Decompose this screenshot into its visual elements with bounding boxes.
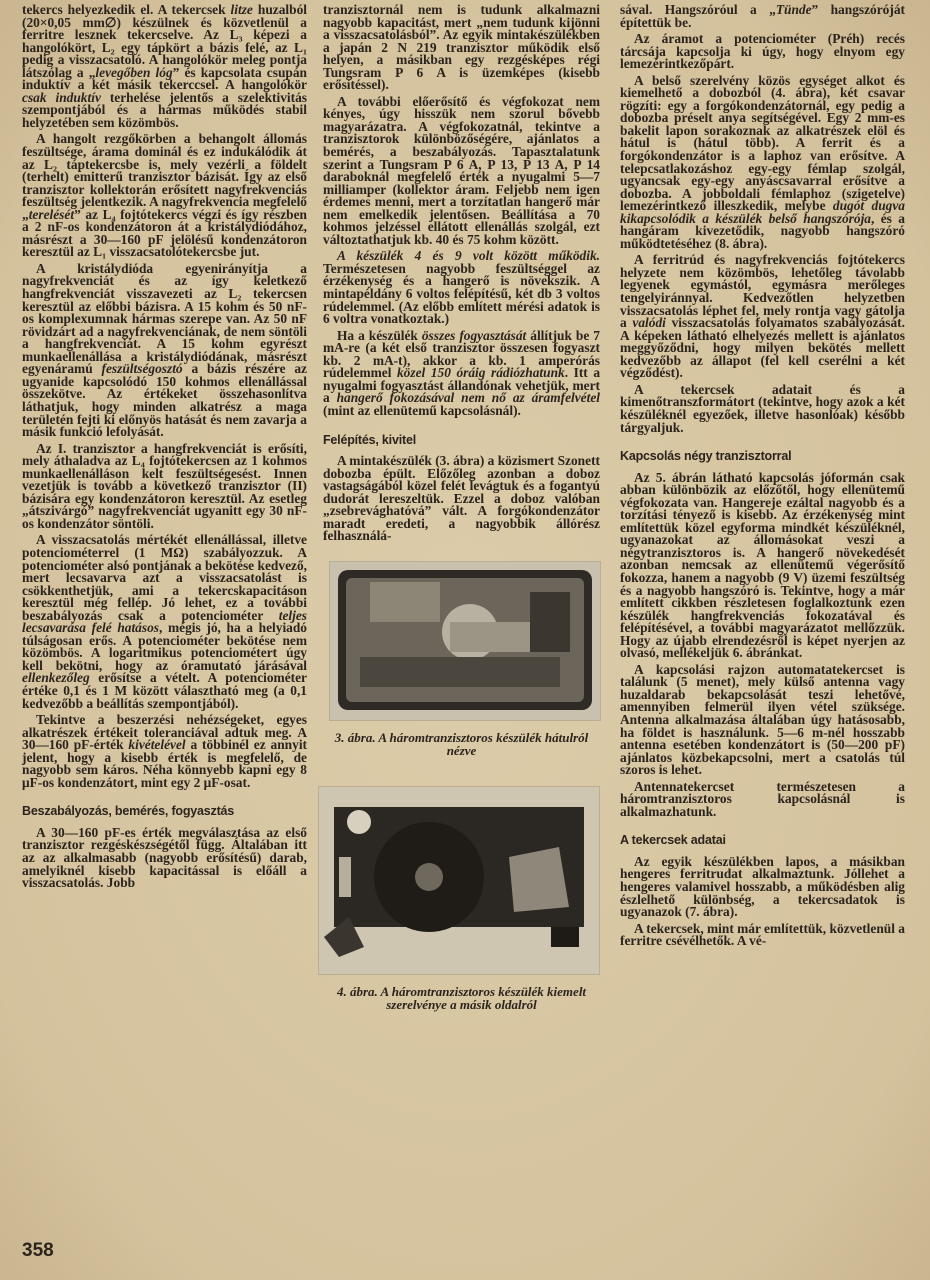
paragraph xyxy=(620,72,905,251)
text-run: , mégis jó, ha a helyiadó túlságosan erős. A potenciométer bekötése nem közömbös. A logaritmikus potenciométert úgy kell bekötni, hogy az óramutató járásával xyxy=(22,620,307,673)
text-run: A visszacsatolás mértékét ellenállással, illetve potenciométerrel (1 MΩ) szabályozzuk. A potenciométer alsó pontjának a bekötése kedvező, mert lecsavarva azt a visszacsatolást is csökkenthetjük, ami a tekercskapacitáson keresztül még fellép. Jó lehet, ez a további beszabályozás csak a potenciométer xyxy=(22,532,307,623)
section-heading: Beszabályozás, bemérés, fogyasztás xyxy=(22,804,235,819)
text-run: ” és kapcsolata csupán induktív a két másik tekerccsel. A hangolókör xyxy=(22,64,307,93)
text-run: erősítse a vételt. A potenciométer értéke 0,1 és 1 M között választható meg (a 0,1 kedvezőbb a beállítás szempontjából). xyxy=(22,670,307,711)
column-3 xyxy=(620,4,905,952)
figure-caption: 3. ábra. A háromtranzisztoros készülék hátulról nézve xyxy=(334,729,589,759)
paragraph xyxy=(323,4,600,92)
emphasis-text: kivételével xyxy=(128,737,186,753)
figure xyxy=(323,786,600,1012)
paragraph xyxy=(22,714,307,789)
text-run: Ha a készülék xyxy=(337,327,422,343)
figure-caption: 4. ábra. A háromtranzisztoros készülék kiemelt szerelvénye a másik oldalról xyxy=(336,983,587,1013)
text-run: tekercs helyezkedik el. A tekercsek xyxy=(22,2,231,17)
column-2 xyxy=(323,4,600,1012)
text-run: A ferritrúd és nagyfrekvenciás fojtótekercs helyzete nem közömbös, lehetőleg távolabb legyenek egymástól, egymásra merőleges tengelyiránnyal. Kedvezőtlen helyzetben visszacsatolás léphet fel, mely rontja vagy gátolja a xyxy=(620,252,905,331)
emphasis-text: valódi xyxy=(632,315,666,331)
text-run: A mintakészülék (3. ábra) a közismert Szonett dobozba épült. Előzőleg azonban a doboz vastagságából közel felét levágtuk és a fogantyú dudorát lereszeltük. Ezzel a doboz valóban „zsebrevághatóvá” vált. A forgókondenzátor maradt eredeti, a nagyobbik állórész felhasználá- xyxy=(323,453,600,544)
emphasis-text: terelését xyxy=(28,206,75,222)
paragraph xyxy=(22,4,307,129)
text-run: A 30—160 pF-es érték megválasztása az első tranzisztor rezgéskészségétől függ. Általában itt az az alkalmasabb (nagyobb erősítésű) darab, amelyiknél kisebb kapacitással is előáll a visszacsatolás. Jobb xyxy=(22,824,307,891)
paragraph xyxy=(22,440,307,531)
text-run: Az I. tranzisztor a hangfrekvenciát is erősíti, mely áthaladva az L₄ fojtótekercsen az 1 kohmos munkaellenálláson kelt feszültségesést. Innen vezetjük is tovább a következő tranzisztor (II) bázisára egy kondenzátoron keresztül. Az esetleg „átszivárgó” nagyfrekvenciát ugyanitt egy 30 nF-os kondenzátor söntöli. xyxy=(22,440,307,531)
paragraph xyxy=(323,327,601,418)
text-run: visszacsatolás folyamatos szabályozását. A képeken látható elhelyezés mellett is ajánlatos meggyőződni, hogy milyen bekötés mellett kedvezőbb az állapot (fel kell cserélni a két végződést). xyxy=(620,315,905,381)
text-run: Tekintve a beszerzési nehézségeket, egyes alkatrészek értékeit toleranciával adtuk meg. A 30—160 pF-érték xyxy=(22,712,307,753)
emphasis-text: ellenkezőleg xyxy=(22,670,90,686)
emphasis-text: dugót dugva kikapcsolódik a készülék belső hangszórója xyxy=(620,198,905,226)
section-heading: Kapcsolás négy tranzisztorral xyxy=(620,449,792,464)
emphasis-text: hangerő fokozásával nem nő az áramfelvétel xyxy=(336,390,600,406)
column-1 xyxy=(22,4,307,894)
text-run: ” hangszóróját építettük be. xyxy=(620,2,905,30)
text-run: sával. Hangszóróul a „ xyxy=(620,2,776,17)
text-run: Az áramot a potenciométer (Préh) recés tárcsája kapcsolja ki úgy, hogy elnyom egy lemezérintkezőpárt. xyxy=(620,31,905,72)
emphasis-text: litze xyxy=(230,2,253,17)
text-run: a bázis részére az ugyanide kapcsolódó 150 kohmos ellenállással összekötve. Az értékeket összehasonlítva láthatjuk, hogy minden alkatrész a maga területén fejti ki előnyös hatását és nem zavarja a másik funkció lefolyását. xyxy=(22,361,307,440)
emphasis-text: összes fogyasztását xyxy=(421,327,527,343)
paragraph xyxy=(620,4,905,29)
paragraph xyxy=(620,381,905,435)
paragraph xyxy=(323,93,600,247)
emphasis-text: csak induktív xyxy=(22,89,101,105)
emphasis-text: Tünde xyxy=(775,2,812,17)
text-run: A tekercsek, mint már említettük, közvetlenül a ferritre csévélhetők. A vé- xyxy=(620,920,905,949)
section-heading: Felépítés, kivitel xyxy=(323,432,416,447)
text-run: A hangolt rezgőkörben a behangolt állomás feszültsége, árama dominál és ez indukálódik át az L₂ táptekercsbe is, mely vezérli a földelt (terhelt) emitterű tranzisztor bázisát. Így az első tranzisztor kollektorán erősített nagyfrekvenciás feszültség jelentkezik. A nagyfrekvencia megfelelő „ xyxy=(22,131,307,222)
paragraph xyxy=(22,133,307,258)
section-heading: A tekercsek adatai xyxy=(620,833,726,848)
paragraph xyxy=(22,260,307,440)
text-run: Az egyik készülékben lapos, a másikban hengeres ferritrudat alkalmaztunk. Jóllehet a hengeres valamivel hosszabb, a működésben alig észlelhető különbség, a tekercsadatok is ugyanazok (7. ábra). xyxy=(620,853,905,920)
text-run: tranzisztornál nem is tudunk alkalmazni nagyobb kapacitást, mert „nem tudunk kijönni a visszacsatolásból”. Az egyik mintakészülékben a japán 2 N 219 tranzisztor működik első helyen, a másikban egy rezgésképes régi Tungsram P 6 A is üzemképes (kisebb erősítéssel). xyxy=(323,2,600,93)
text-run: A további előerősítő és végfokozat nem kényes, úgy hisszük nem szorul bővebb magyarázatra. A végfokozatnál, tekintve a tranzisztorok különbözőségére, ajánlatos a bemérés, a beszabályozás. Tapasztalatunk szerint a Tungsram P 6 A, P 13, P 13 A, P 14 daraboknál megfelelő érték a nyugalmi 5—7 milliamper (kollektor áram. Feljebb nem igen érdemes menni, mert a torzítatlan hangerő már nem emelkedik jelentősen. Beállítása a 70 kohmos jelzéssel ellátott ellenállás szolgál, ezt változtathatjuk kb. 40 és 75 kohm között. xyxy=(323,93,600,247)
figure xyxy=(323,561,600,758)
text-run: huzalból (20×0,05 mm∅) készülnek és közvetlenül a ferritre lesznek tekercselve. Az L₃ képezi a hangolókört, L₂ egy tápkört a bázis felé, az L₁ pedig a visszacsatoló. A hangolókör meleg pontja látszólag a „ xyxy=(22,2,307,80)
text-run: terhelése jelentős a szelektivitás szempontjából és a hármas működés stabil helyzetében sem közömbös. xyxy=(22,89,307,130)
emphasis-text: teljes lecsavarása felé hatásos xyxy=(22,607,307,636)
text-run: . Itt a nyugalmi fogyasztást állandónak vehetjük, mert a xyxy=(323,365,601,406)
text-run: a többinél ez annyit jelent, hogy a kisebb érték is megfelelő, de nagyobb sem káros. Néha könnyebb kapni egy 8 μF-os kondenzátort, mint egy 2 μF-osat. xyxy=(22,737,307,790)
text-run: A belső szerelvény közös egységet alkot és kiemelhető a dobozból (4. ábra), két csavar rögzíti: egy a forgókondenzátornál, egy pedig a dobozba préselt anya segítségével. Egy 2 mm-es bakelit lapon sorakoznak az alkatrészek elöl és hátul is (hátul több). A ferrit és a forgókondenzátor is a laphoz van erősítve. A telepcsatlakozáshoz egy-egy fémlap szolgál, ugyancsak egy-egy anyáscsavarral erősítve a dobozba. A jobboldali fémlaphoz (szigetelve) lemezérintkező illeszkedik, melybe xyxy=(620,72,905,214)
emphasis-text: A készülék 4 és 9 volt között működik. xyxy=(337,248,600,264)
paragraph xyxy=(620,778,905,819)
text-run: ” az L₄ fojtótekercs végzi és így részben a 2 nF-os kondenzátoron át a kristálydiódához, másrészt a 30—160 pF jelölésű kondenzátoron keresztül az L₁ visszacsatolótekercsbe jut. xyxy=(22,206,307,260)
photo-assembly xyxy=(318,786,600,975)
paragraph xyxy=(620,469,905,661)
paragraph xyxy=(323,455,600,543)
paragraph xyxy=(620,33,905,71)
paragraph xyxy=(620,661,905,778)
paragraph xyxy=(323,250,600,325)
text-run: Természetesen nagyobb feszültséggel az érzékenység és a hangerő is növekszik. A mintapéldány 6 voltos felépítésű, két db 3 voltos rúdelemmel. (Az előbb említett mérési adatok is 6 voltra vonatkoztak.) xyxy=(323,260,600,327)
text-run: Antennatekercset természetesen a háromtranzisztoros kapcsolásnál is alkalmazhatunk. xyxy=(620,778,905,819)
text-run: A tekercsek adatait és a kimenőtranszformátort (tekintve, hogy azok a két készüléknél egyezőek, illetve hasonlóak) később tárgyaljuk. xyxy=(620,381,905,435)
paragraph xyxy=(22,534,307,710)
paragraph xyxy=(620,920,905,949)
text-run: állítjuk be 7 mA-re (a két első tranzisztor összesen fogyaszt kb. 2 mA-t), akkor a kb. 1 amperórás rúdelemmel xyxy=(323,327,600,381)
photo-back-view xyxy=(329,561,601,721)
text-run: (mint az ellenütemű kapcsolásnál). xyxy=(323,402,521,418)
text-run: , és a hangáram kivezetődik, nagyobb hangszóró működtetéséhez (8. ábra). xyxy=(620,210,905,251)
text-run: A kapcsolási rajzon automatatekercset is találunk (5 menet), mely külső antenna vagy huzaldarab bekapcsolását teszi lehetővé, amennyiben felmerül ilyen vétel szüksége. Antenna alkalmazása általában úgy hatásosabb, ha földet is használunk. 5—6 m-nél hosszabb antenna esetében kondenzátort is (50—200 pF) ajánlatos közbekapcsolni, mert a csatolás túl szoros is lehet. xyxy=(620,661,905,778)
emphasis-text: levegőben lóg xyxy=(95,64,173,80)
paragraph xyxy=(22,824,307,891)
emphasis-text: közel 150 óráig rádiózhatunk xyxy=(396,365,565,381)
text-run: Az 5. ábrán látható kapcsolás jóformán csak abban különbözik az előzőtől, hogy ellenütemű végfokozata van. Hangereje ezáltal nagyobb és a torzítási tényező is kisebb. Az érzékenység mint említettük közel egyforma mindkét készüléknél, ugyanazokat az állomásokat veszi a négytranzisztoros is. A hangerő növekedését azonban nemcsak az ellenütemű végerősítő fokozza, hanem a nagyobb (9 V) üzemi feszültség és a nagyobb hangszóró is. Tekintve, hogy a már említett cikkben részletesen foglalkoztunk ezen készülék hangfrekvenciás fokozatával és felépítésével, a további magyarázatot mellőzzük. Hogy az újabb elrendezésről is képet nyerjen az olvasó, mellékeljük 6. ábránkat. xyxy=(620,469,905,661)
page-number: 358 xyxy=(22,1240,54,1261)
paragraph xyxy=(620,853,905,920)
paragraph xyxy=(620,254,905,379)
emphasis-text: feszültségosztó xyxy=(101,361,183,377)
text-run: A kristálydióda egyenirányítja a nagyfrekvenciát és az így keletkező hangfrekvenciát visszavezeti az L₂ tekercsen keresztül az előbbi bázisra. A 15 kohm és 50 nF-os komplexumnak hármas szerepe van. Az 50 nF rövidzárt ad a nagyfrekvenciának, de nem söntöli a hangfrekvenciát. A 15 kohm egyrészt munkaellenállása a kristálydiódának, másrészt egyenáramú xyxy=(22,260,307,377)
